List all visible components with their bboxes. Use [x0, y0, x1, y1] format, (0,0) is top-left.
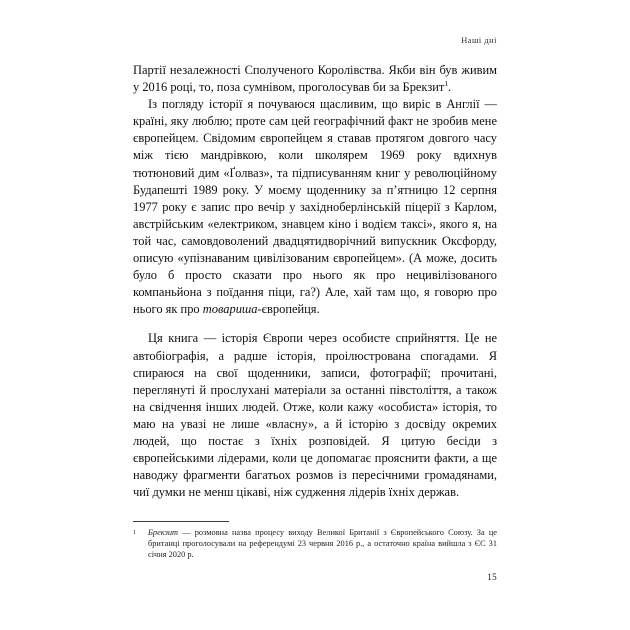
paragraph-1 — [133, 62, 497, 96]
body-text: Партії незалежності Сполученого Королівства. Якби він був живим у 2016 році, то, поза сумнівом, проголосував би за Брекзит — [133, 63, 497, 95]
page-number: 15 — [487, 572, 497, 582]
body-text: Ця книга — історія Європи через особисте сприйняття. Це не автобіографія, а радше історія, проілюстрована спогадами. Я спираюся на свої щоденники, записи, фотографії; прочитані, переглянуті й прослухані матеріали за останні півстоліття, а також на свідчення інших людей. Отже, коли кажу «особиста» історія, то маю на увазі не лише «власну», а й історію з досвіду окремих людей, що постає з їхніх розповідей. Я цитую бесіди з європейськими лідерами, коли це допомагає прояснити факти, а ще наводжу фрагменти багатьох розмов із пересічними громадянами, чиї думки не менш цікаві, ніж судження лідерів їхніх держав. — [133, 331, 497, 500]
footnote-number: 1 — [133, 528, 137, 536]
footnote-separator-rule — [133, 521, 229, 522]
body-text: Із погляду історії я почуваюся щасливим, що виріс в Англії — країні, яку люблю; проте сам цей географічний факт не зробив мене європейцем. Свідомим європейцем я ставав протягом довгого часу між тією мандрівкою, коли школярем 1969 року вдихнув тютюновий дим «Ґолваз», та підписуванням книг у революційному Будапешті 1989 року. У моєму щоденнику за п’ятницю 12 серпня 1977 року є запис про вечір у західноберлінській піцерії з Карлом, австрійським «електриком, знавцем кіно і водієм таксі», якого я, на той час, самовдоволений двадцятидворічний випускник Оксфорду, описую «упізнаваним цивілізованим європейцем». (А може, досить було б просто сказати про нього як про нецивілізованого компаньйона з поїдання піци, га?) Але, хай там що, я говорю про нього як про — [133, 97, 497, 317]
paragraph-3 — [133, 330, 497, 501]
footnote-area — [133, 521, 497, 561]
running-head: Наші дні — [461, 36, 497, 45]
body-text-block — [133, 62, 497, 501]
footnote-term: Брекзит — [148, 528, 179, 537]
emphasis-text: товариша — [202, 302, 258, 317]
paragraph-2 — [133, 96, 497, 318]
footnote-body: — розмовна назва процесу виходу Великої Британії з Європейського Союзу. За це британці проголосували на референдумі 23 червня 2016 р., а остаточно країна вийшла з ЄС 31 січня 2020 р. — [148, 528, 497, 559]
body-text: . — [448, 80, 452, 95]
body-text: -європейця. — [257, 302, 320, 317]
footnote-reference-marker[interactable]: 1 — [444, 78, 449, 88]
footnote-1 — [133, 528, 497, 561]
